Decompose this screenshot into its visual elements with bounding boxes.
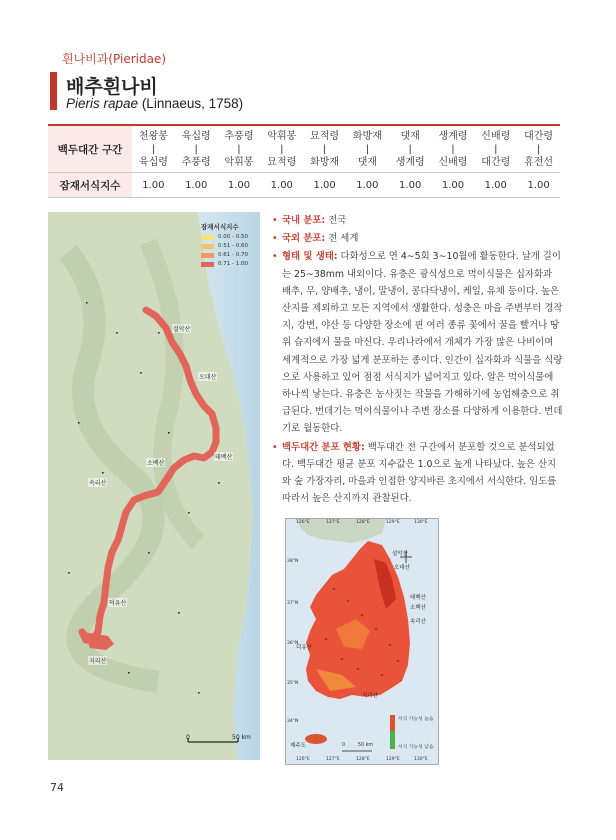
legend-swatch bbox=[201, 235, 214, 240]
lon-tick: 126°E bbox=[296, 757, 310, 762]
survey-point bbox=[116, 332, 118, 334]
place-label: 제주도 bbox=[290, 743, 306, 749]
morphology-ecology bbox=[272, 248, 564, 437]
foreign-text: 전 세계 bbox=[325, 233, 359, 245]
distribution-status bbox=[272, 439, 564, 508]
legend-label: 0.00 - 0.50 bbox=[218, 234, 248, 240]
survey-point bbox=[198, 692, 200, 694]
place-label: 소백산 bbox=[147, 460, 165, 467]
status-label: 백두대간 분포 현황: bbox=[282, 441, 365, 453]
scale-label: 50 km bbox=[358, 743, 374, 748]
morph-text: 다화성으로 연 4∼5회 3∼10월에 활동한다. 날개 길이는 25∼38mm 내외이다. 유충은 광식성으로 먹이식물은 십자화과 배추, 무, 양배추, 냉이, 말냉이, 콩다닥냉이, 케일, 유채 등이다. 높은 산지를 제외하고 모든 지역에서 생활한다. 성충은 마을 주변부터 경작지, 강변, 야산 등 다양한 장소에 핀 여러 종류 꽃에서 꿀을 빨거나 땅 위 습지에서 물을 마신다. 우리나라에서 개체가 가장 많은 나비이며 세계적으로 가장 넓게 분포하는 종이다. 인간이 십자화과 식물을 식량으로 사용하고 있어 점점 서식지가 넓어지고 있다. 알은 먹이식물에 하나씩 낳는다. 유충은 농사짓는 작물을 가해하기에 농업해충으로 취급된다. 번데기는 먹이식물이나 주변 장소를 다양하게 이용한다. 번데기로 월동한다. bbox=[282, 251, 563, 435]
family-name: 흰나비과(Pieridae) bbox=[62, 52, 167, 66]
species-description bbox=[272, 212, 564, 508]
index-value: 1.00 bbox=[389, 173, 432, 198]
record-point bbox=[389, 644, 391, 646]
segment-end: 대간령 bbox=[481, 156, 511, 168]
lon-tick: 126°E bbox=[296, 520, 310, 525]
survey-point bbox=[148, 552, 150, 554]
place-label: 설악산 bbox=[392, 551, 408, 557]
lon-tick: 128°E bbox=[356, 757, 370, 762]
place-label: 덕유산 bbox=[296, 645, 312, 651]
index-value: 1.00 bbox=[260, 173, 303, 198]
status-text: 백두대간 전 구간에서 분포할 것으로 분석되었다. 백두대간 평균 분포 지수값은 1.0으로 높게 나타났다. 높은 산지와 숲 가장자리, 마을과 인접한 양지바른 초지에서 서식한다. 임도를 따라서 높은 산지까지 관찰된다. bbox=[282, 441, 557, 505]
segment-end: 휴전선 bbox=[524, 156, 554, 168]
lat-tick: 37°N bbox=[287, 601, 299, 606]
lon-tick: 130°E bbox=[414, 757, 428, 762]
legend-swatch bbox=[201, 262, 214, 267]
legend-label: 0.51 - 0.60 bbox=[218, 243, 248, 249]
distribution-map-graphic bbox=[286, 519, 438, 764]
segment-start: 악휘봉 bbox=[267, 130, 297, 142]
foreign-label: 국외 분포: bbox=[282, 233, 326, 245]
lon-tick: 130°E bbox=[414, 520, 428, 525]
legend-label: 0.61 - 0.70 bbox=[218, 252, 248, 258]
title-accent-bar bbox=[50, 72, 57, 110]
index-value: 1.00 bbox=[132, 173, 175, 198]
place-label: 지리산 bbox=[89, 658, 107, 665]
place-label: 태백산 bbox=[215, 454, 233, 461]
habitat-map-terrain bbox=[48, 212, 260, 760]
segment-start: 생계령 bbox=[438, 130, 468, 142]
domestic-distribution bbox=[272, 212, 564, 229]
segment-cell: 추풍령 | 악휘봉 bbox=[218, 125, 261, 173]
survey-point bbox=[218, 482, 220, 484]
segment-cell: 대간령 | 휴전선 bbox=[517, 125, 560, 173]
section-index-table bbox=[48, 124, 560, 198]
segment-end: 묘적령 bbox=[267, 156, 297, 168]
record-point bbox=[347, 600, 349, 602]
segment-cell: 생계령 | 신배령 bbox=[432, 125, 475, 173]
legend-low: 서식 가능성 낮음 bbox=[398, 745, 434, 750]
segment-start: 묘적령 bbox=[310, 130, 340, 142]
lat-tick: 34°N bbox=[287, 719, 299, 724]
segment-start: 추풍령 bbox=[224, 130, 254, 142]
record-point bbox=[397, 660, 399, 662]
place-label: 오대산 bbox=[199, 374, 217, 381]
segment-start: 화방재 bbox=[352, 130, 382, 142]
index-value: 1.00 bbox=[432, 173, 475, 198]
segment-end: 육십령 bbox=[138, 156, 168, 168]
record-point bbox=[361, 614, 363, 616]
survey-point bbox=[158, 332, 160, 334]
segment-end: 댓재 bbox=[357, 156, 378, 168]
jeju-island bbox=[305, 734, 327, 744]
record-point bbox=[357, 668, 359, 670]
survey-point bbox=[178, 612, 180, 614]
species-scientific-name bbox=[66, 96, 243, 111]
segment-start: 신배령 bbox=[481, 130, 511, 142]
page-number: 74 bbox=[50, 781, 64, 794]
segment-start: 천왕봉 bbox=[138, 130, 168, 142]
species-author: (Linnaeus, 1758) bbox=[141, 96, 244, 111]
segment-cell: 묘적령 | 화방재 bbox=[303, 125, 346, 173]
index-value: 1.00 bbox=[303, 173, 346, 198]
index-value: 1.00 bbox=[218, 173, 261, 198]
legend-title: 잠재서식지수 bbox=[201, 223, 239, 231]
legend-item bbox=[201, 243, 253, 249]
segment-cell: 악휘봉 | 묘적령 bbox=[260, 125, 303, 173]
color-ramp-low bbox=[390, 731, 395, 749]
lat-tick: 36°N bbox=[287, 641, 299, 646]
place-label: 설악산 bbox=[173, 326, 191, 333]
legend-label: 0.71 - 1.00 bbox=[218, 261, 248, 267]
survey-point bbox=[128, 672, 130, 674]
place-label: 오대산 bbox=[394, 565, 410, 571]
record-point bbox=[375, 628, 377, 630]
distribution-map bbox=[285, 518, 439, 765]
record-point bbox=[341, 658, 343, 660]
segment-start: 댓재 bbox=[400, 130, 420, 142]
index-row-header: 잠재서식지수 bbox=[48, 173, 132, 198]
lon-tick: 127°E bbox=[326, 520, 340, 525]
foreign-distribution bbox=[272, 230, 564, 247]
survey-point bbox=[140, 372, 142, 374]
index-value: 1.00 bbox=[175, 173, 218, 198]
lon-tick: 129°E bbox=[386, 757, 400, 762]
segment-cell: 댓재 | 생계령 bbox=[389, 125, 432, 173]
segment-end: 생계령 bbox=[395, 156, 425, 168]
segment-cell: 화방재 | 댓재 bbox=[346, 125, 389, 173]
record-point bbox=[333, 588, 335, 590]
domestic-text: 전국 bbox=[325, 215, 347, 226]
segment-cell: 육십령 | 추풍령 bbox=[175, 125, 218, 173]
place-label: 속리산 bbox=[410, 619, 426, 625]
segment-start: 육십령 bbox=[181, 130, 211, 142]
place-label: 태백산 bbox=[410, 595, 426, 601]
scale-zero: 0 bbox=[342, 743, 346, 748]
lon-tick: 129°E bbox=[386, 520, 400, 525]
segment-end: 악휘봉 bbox=[224, 156, 254, 168]
lat-tick: 35°N bbox=[287, 681, 299, 686]
species-binomial: Pieris rapae bbox=[66, 96, 139, 111]
segment-end: 신배령 bbox=[438, 156, 468, 168]
survey-point bbox=[68, 572, 70, 574]
habitat-map bbox=[48, 212, 260, 760]
scale-label: 50 km bbox=[232, 734, 251, 741]
place-label: 지리산 bbox=[362, 693, 378, 699]
lon-tick: 128°E bbox=[356, 520, 370, 525]
index-value: 1.00 bbox=[517, 173, 560, 198]
place-label: 덕유산 bbox=[109, 600, 127, 607]
legend-swatch bbox=[201, 253, 214, 258]
index-value: 1.00 bbox=[346, 173, 389, 198]
index-value: 1.00 bbox=[474, 173, 517, 198]
segment-cell: 신배령 | 대간령 bbox=[474, 125, 517, 173]
morph-label: 형태 및 생태: bbox=[282, 251, 338, 263]
segment-end: 추풍령 bbox=[181, 156, 211, 168]
legend-swatch bbox=[201, 244, 214, 249]
survey-point bbox=[78, 422, 80, 424]
place-label: 속리산 bbox=[89, 480, 107, 487]
legend-item bbox=[201, 234, 253, 240]
survey-point bbox=[168, 432, 170, 434]
record-point bbox=[381, 674, 383, 676]
lon-tick: 127°E bbox=[326, 757, 340, 762]
segment-start: 대간령 bbox=[524, 130, 554, 142]
survey-point bbox=[102, 472, 104, 474]
record-point bbox=[325, 638, 327, 640]
legend-item bbox=[201, 252, 253, 258]
species-korean-name: 배추흰나비 bbox=[66, 76, 158, 98]
survey-point bbox=[86, 302, 88, 304]
section-row-header: 백두대간 구간 bbox=[48, 125, 132, 173]
survey-point bbox=[188, 512, 190, 514]
segment-end: 화방재 bbox=[310, 156, 340, 168]
domestic-label: 국내 분포: bbox=[282, 215, 326, 226]
legend-item bbox=[201, 261, 253, 267]
legend-high: 서식 가능성 높음 bbox=[398, 717, 434, 722]
scale-zero: 0 bbox=[186, 734, 190, 741]
segment-cell: 천왕봉 | 육십령 bbox=[132, 125, 175, 173]
place-label: 소백산 bbox=[410, 605, 426, 611]
habitat-legend bbox=[201, 222, 253, 270]
lat-tick: 38°N bbox=[287, 559, 299, 564]
